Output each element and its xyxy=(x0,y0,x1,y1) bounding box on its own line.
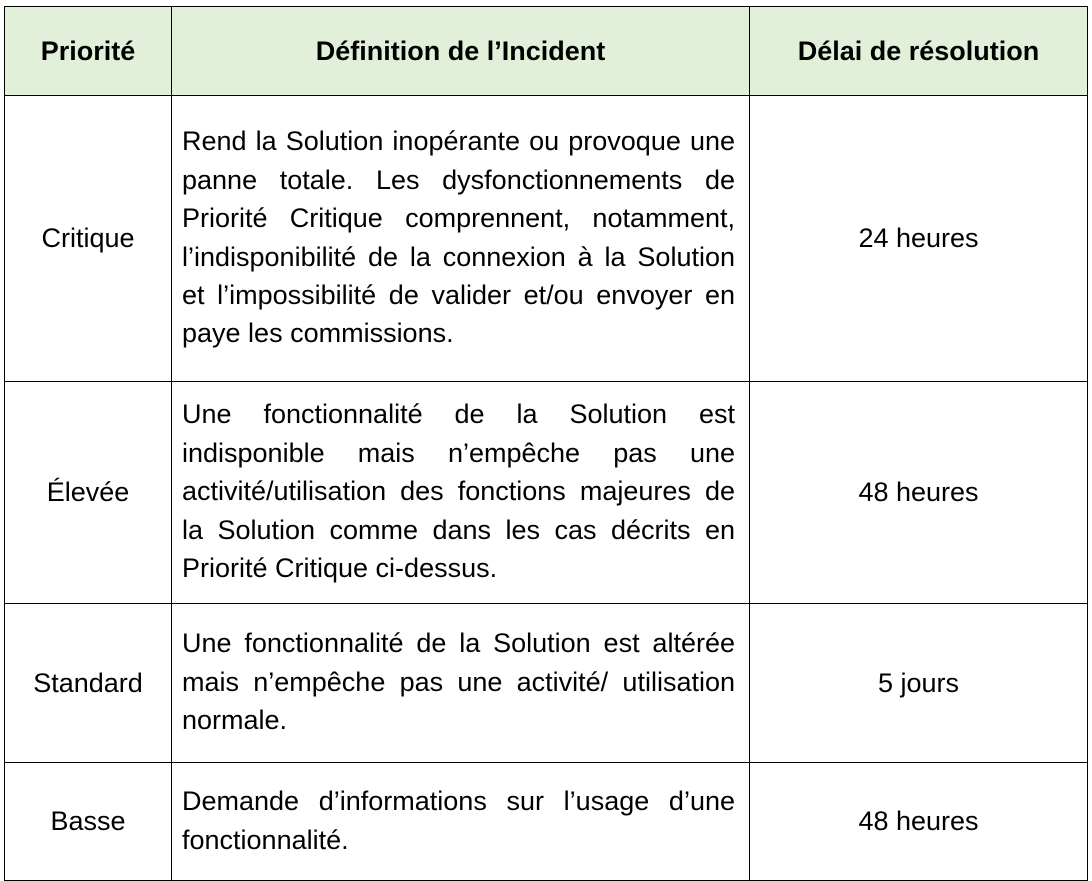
header-definition: Définition de l’Incident xyxy=(172,7,750,96)
header-delay: Délai de résolution xyxy=(750,7,1088,96)
table-header xyxy=(5,7,1088,96)
table-body xyxy=(5,96,1088,881)
cell-delay: 48 heures xyxy=(750,763,1088,881)
cell-delay: 48 heures xyxy=(750,382,1088,604)
cell-delay: 5 jours xyxy=(750,604,1088,763)
cell-priority: Élevée xyxy=(5,382,172,604)
header-row xyxy=(5,7,1088,96)
table-row-standard xyxy=(5,604,1088,763)
cell-priority: Critique xyxy=(5,96,172,382)
incident-priority-table xyxy=(4,6,1088,881)
cell-delay: 24 heures xyxy=(750,96,1088,382)
cell-definition: Une fonctionnalité de la Solution est indisponible mais n’empêche pas une activité/utilisation des fonctions majeures de la Solution comme dans les cas décrits en Priorité Critique ci-dessus. xyxy=(172,382,750,604)
table-row-elevee xyxy=(5,382,1088,604)
cell-definition: Une fonctionnalité de la Solution est altérée mais n’empêche pas une activité/ utilisation normale. xyxy=(172,604,750,763)
cell-priority: Standard xyxy=(5,604,172,763)
table-row-basse xyxy=(5,763,1088,881)
cell-definition: Rend la Solution inopérante ou provoque une panne totale. Les dysfonctionnements de Priorité Critique comprennent, notamment, l’indisponibilité de la connexion à la Solution et l’impossibilité de valider et/ou envoyer en paye les commissions. xyxy=(172,96,750,382)
cell-definition: Demande d’informations sur l’usage d’une fonctionnalité. xyxy=(172,763,750,881)
cell-priority: Basse xyxy=(5,763,172,881)
header-priority: Priorité xyxy=(5,7,172,96)
table-row-critique xyxy=(5,96,1088,382)
